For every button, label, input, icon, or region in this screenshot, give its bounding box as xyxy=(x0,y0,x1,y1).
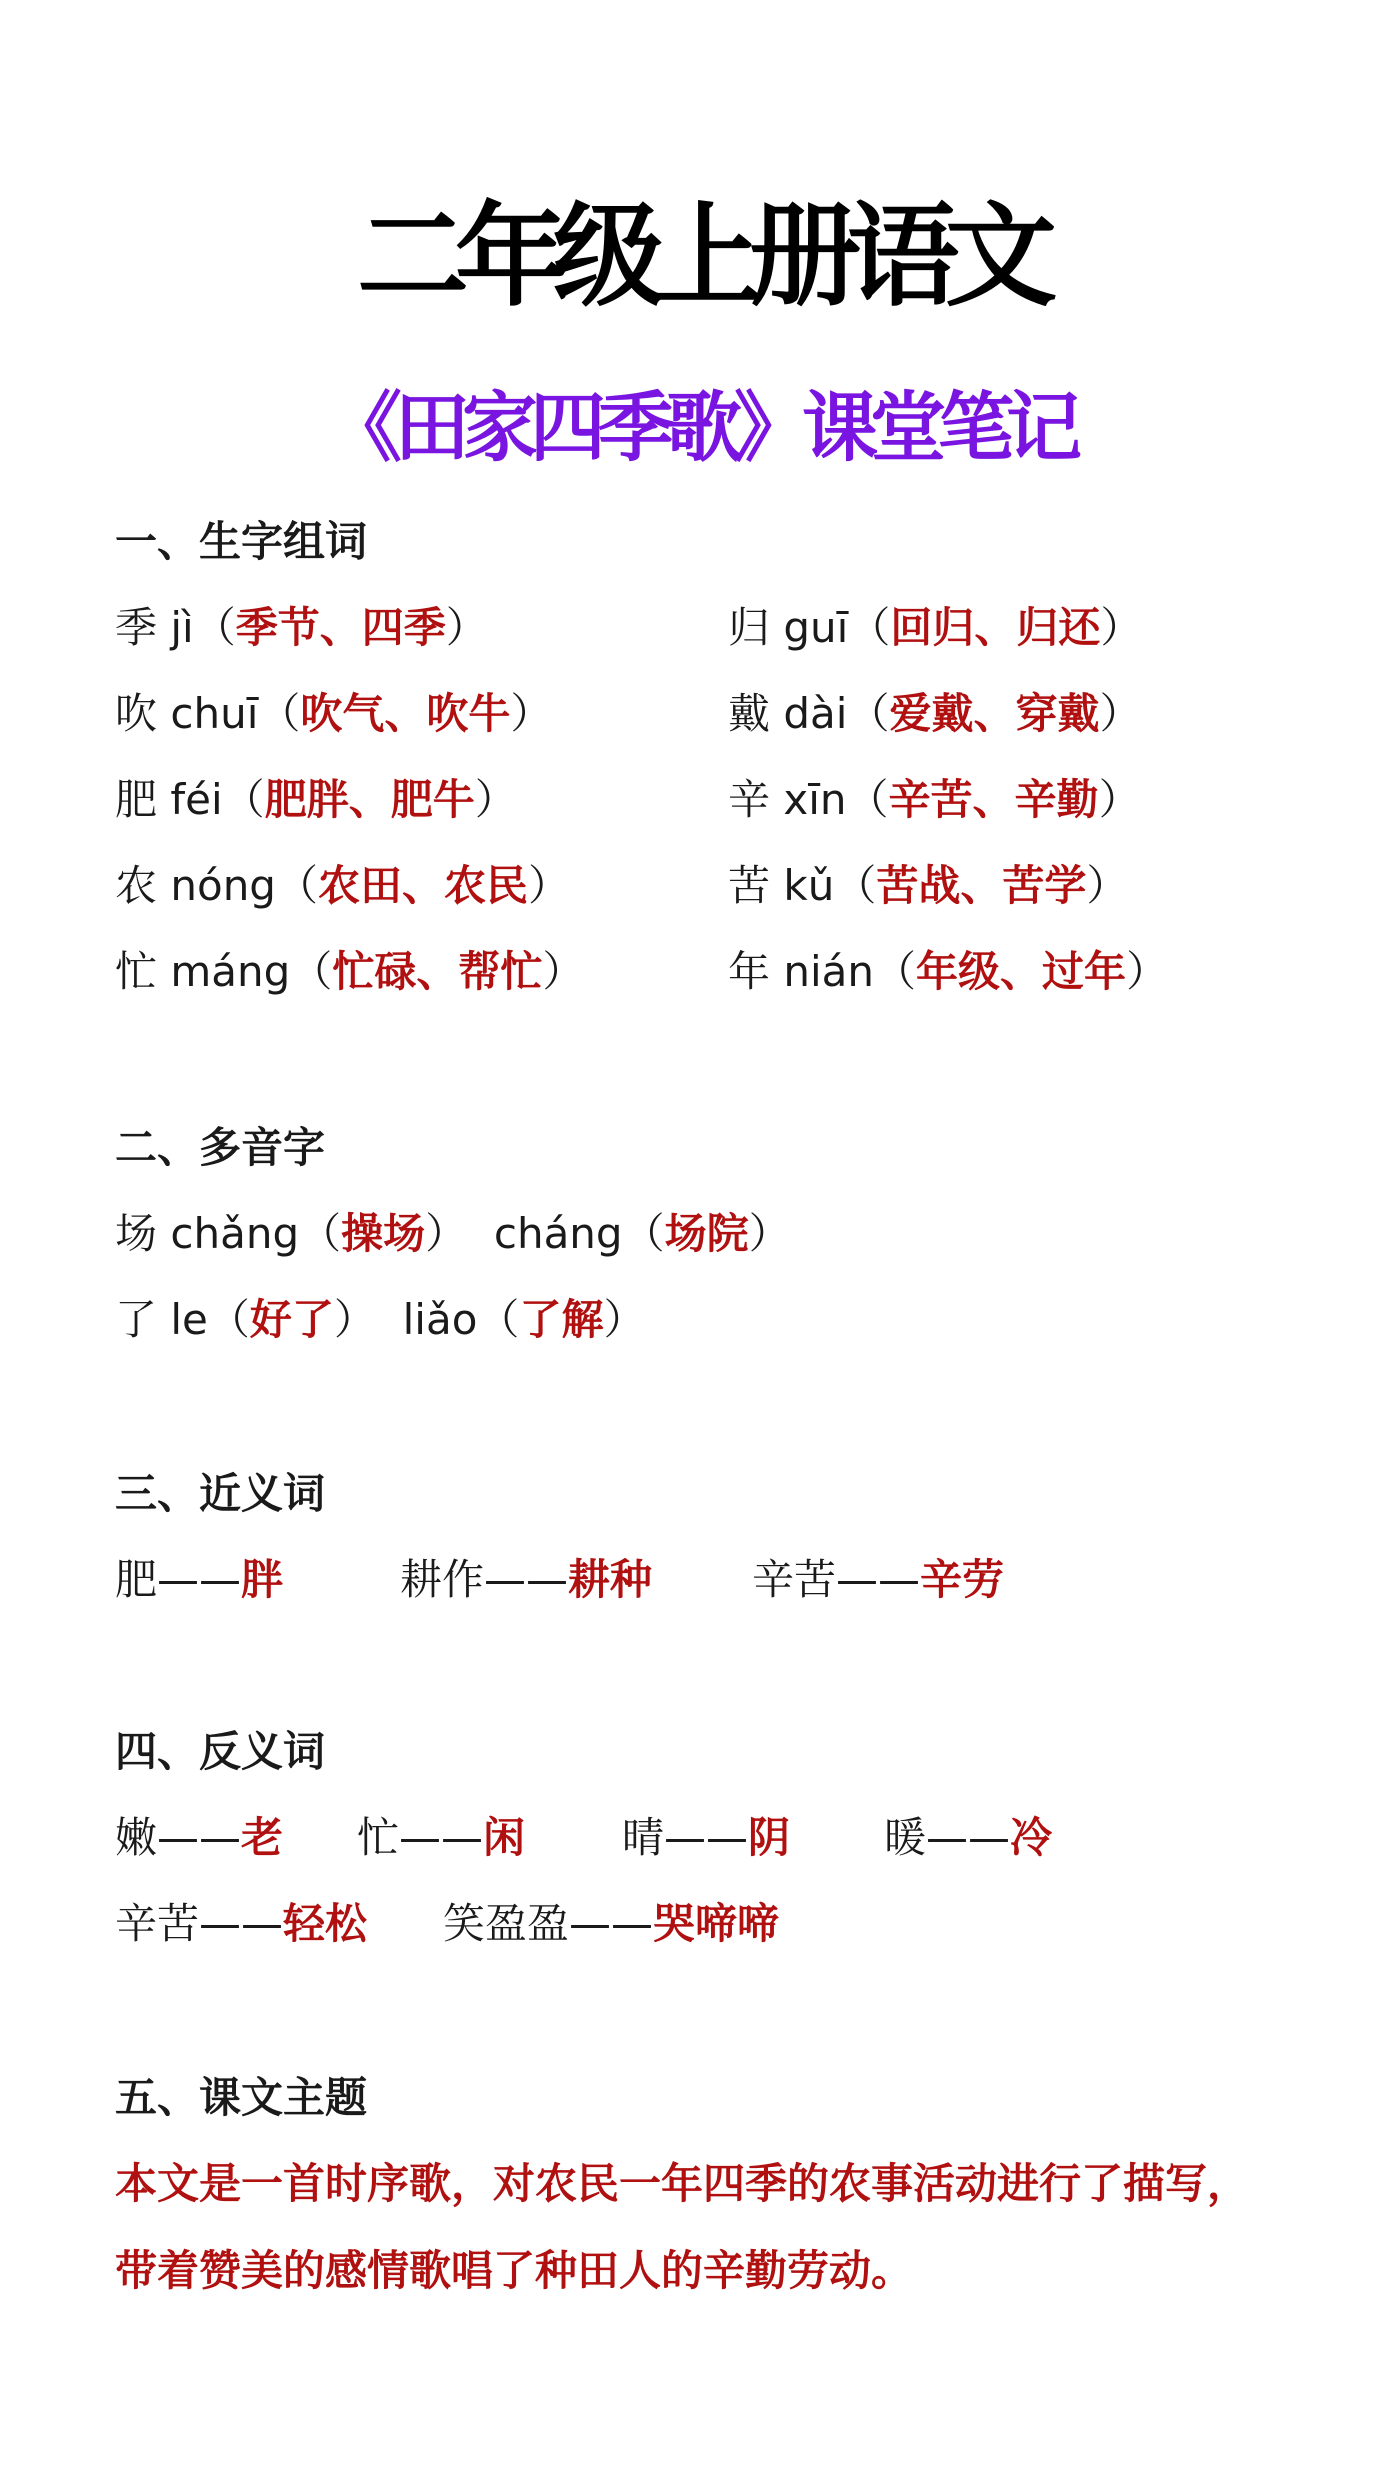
theme-text-line1: 本文是一首时序歌，对农民一年四季的农事活动进行了描写， xyxy=(115,2159,1250,2208)
section3-heading: 三、近义词 xyxy=(115,1469,326,1518)
polyphone-item: 场 chǎng（操场） cháng（场院） xyxy=(115,1209,791,1258)
antonym-pair: 笑盈盈——哭啼啼 xyxy=(443,1899,780,1948)
theme-text-line2: 带着赞美的感情歌唱了种田人的辛勤劳动。 xyxy=(115,2246,914,2295)
antonym-pair: 嫩——老 xyxy=(115,1813,284,1862)
vocab-item: 辛 xīn（辛苦、辛勤） xyxy=(728,775,1141,824)
synonym-pair: 耕作——耕种 xyxy=(400,1555,653,1604)
vocab-item: 农 nóng（农田、农民） xyxy=(115,861,571,910)
vocab-item: 忙 máng（忙碌、帮忙） xyxy=(115,947,585,996)
section2-heading: 二、多音字 xyxy=(115,1123,326,1172)
antonym-pair: 暖——冷 xyxy=(884,1813,1053,1862)
synonym-pair: 辛苦——辛劳 xyxy=(752,1555,1005,1604)
antonym-pair: 辛苦——轻松 xyxy=(115,1899,368,1948)
page-title: 二年级上册语文 xyxy=(357,192,1043,322)
vocab-item: 苦 kǔ（苦战、苦学） xyxy=(728,861,1129,910)
synonym-pair: 肥——胖 xyxy=(115,1555,284,1604)
section1-heading: 一、生字组词 xyxy=(115,517,368,566)
antonym-pair: 晴——阴 xyxy=(622,1813,791,1862)
vocab-item: 年 nián（年级、过年） xyxy=(728,947,1169,996)
section5-heading: 五、课文主题 xyxy=(115,2073,368,2122)
polyphone-item: 了 le（好了） liǎo（了解） xyxy=(115,1295,646,1344)
vocab-item: 归 guī（回归、归还） xyxy=(728,603,1143,652)
vocab-item: 肥 féi（肥胖、肥牛） xyxy=(115,775,517,824)
antonym-pair: 忙——闲 xyxy=(357,1813,526,1862)
vocab-item: 吹 chuī（吹气、吹牛） xyxy=(115,689,553,738)
vocab-item: 季 jì（季节、四季） xyxy=(115,603,488,652)
page-subtitle: 《田家四季歌》课堂笔记 xyxy=(326,383,1074,472)
vocab-item: 戴 dài（爱戴、穿戴） xyxy=(728,689,1142,738)
section4-heading: 四、反义词 xyxy=(115,1727,326,1776)
